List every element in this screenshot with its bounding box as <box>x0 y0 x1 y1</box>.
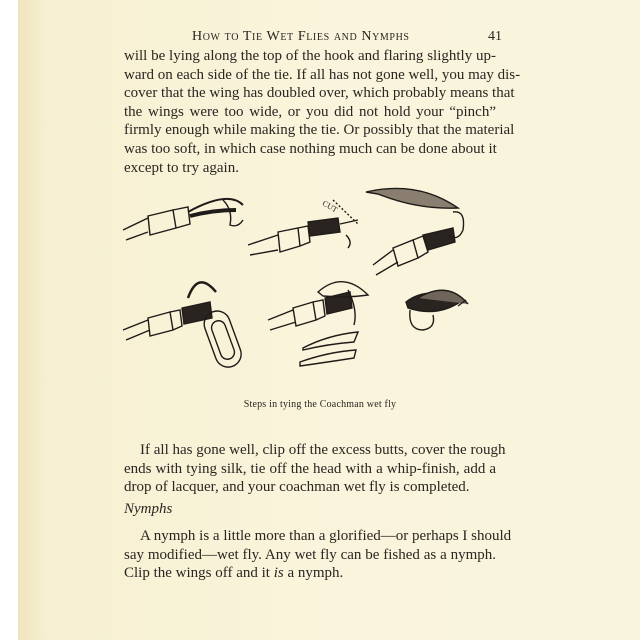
text-run: Clip the wings off and it <box>124 565 274 582</box>
running-header <box>124 29 502 49</box>
cut-label: CUT <box>320 198 340 215</box>
text-line: If all has gone well, clip off the excess butts, cover the rough <box>140 442 506 458</box>
text-line: ends with tying silk, tie off the head with a whip-finish, add a <box>124 460 496 477</box>
paragraph-2 <box>124 441 506 497</box>
text-line: firmly enough while making the tie. Or possibly that the material <box>124 122 515 139</box>
text-line: except to try again. <box>124 159 239 176</box>
text-line: will be lying along the top of the hook and flaring slightly up- <box>124 48 496 64</box>
figure-caption: Steps in tying the Coachman wet fly <box>243 399 397 410</box>
step-5-figure <box>268 282 368 366</box>
chapter-title: How to Tie Wet Flies and Nymphs <box>192 29 410 44</box>
text-line: A nymph is a little more than a glorified—or perhaps I should <box>140 528 512 544</box>
text-line: say modified—wet fly. Any wet fly can be fished as a nymph. <box>124 546 496 563</box>
text-line: cover that the wing has doubled over, which probably means that <box>124 85 515 102</box>
text-run: a nymph. <box>283 565 344 582</box>
step-2-figure <box>248 199 358 255</box>
text-line: drop of lacquer, and your coachman wet fly is completed. <box>124 479 470 496</box>
text-line: was too soft, in which case nothing much can be done about it <box>124 140 497 157</box>
emphasis-text: is <box>273 565 284 582</box>
step-1-figure <box>123 199 243 240</box>
text-line <box>124 564 496 583</box>
step-6-figure <box>406 290 468 330</box>
text-line: the wings were too wide, or you did not hold your “pinch” <box>124 103 496 120</box>
step-4-figure <box>123 282 245 370</box>
paragraph-1 <box>124 47 521 177</box>
page-number: 41 <box>488 29 502 44</box>
section-heading: Nymphs <box>124 501 173 517</box>
text-line: ward on each side of the tie. If all has not gone well, you may dis- <box>124 66 521 83</box>
paragraph-3 <box>124 527 512 583</box>
fly-tying-illustration <box>118 180 498 370</box>
step-3-figure <box>366 188 464 275</box>
